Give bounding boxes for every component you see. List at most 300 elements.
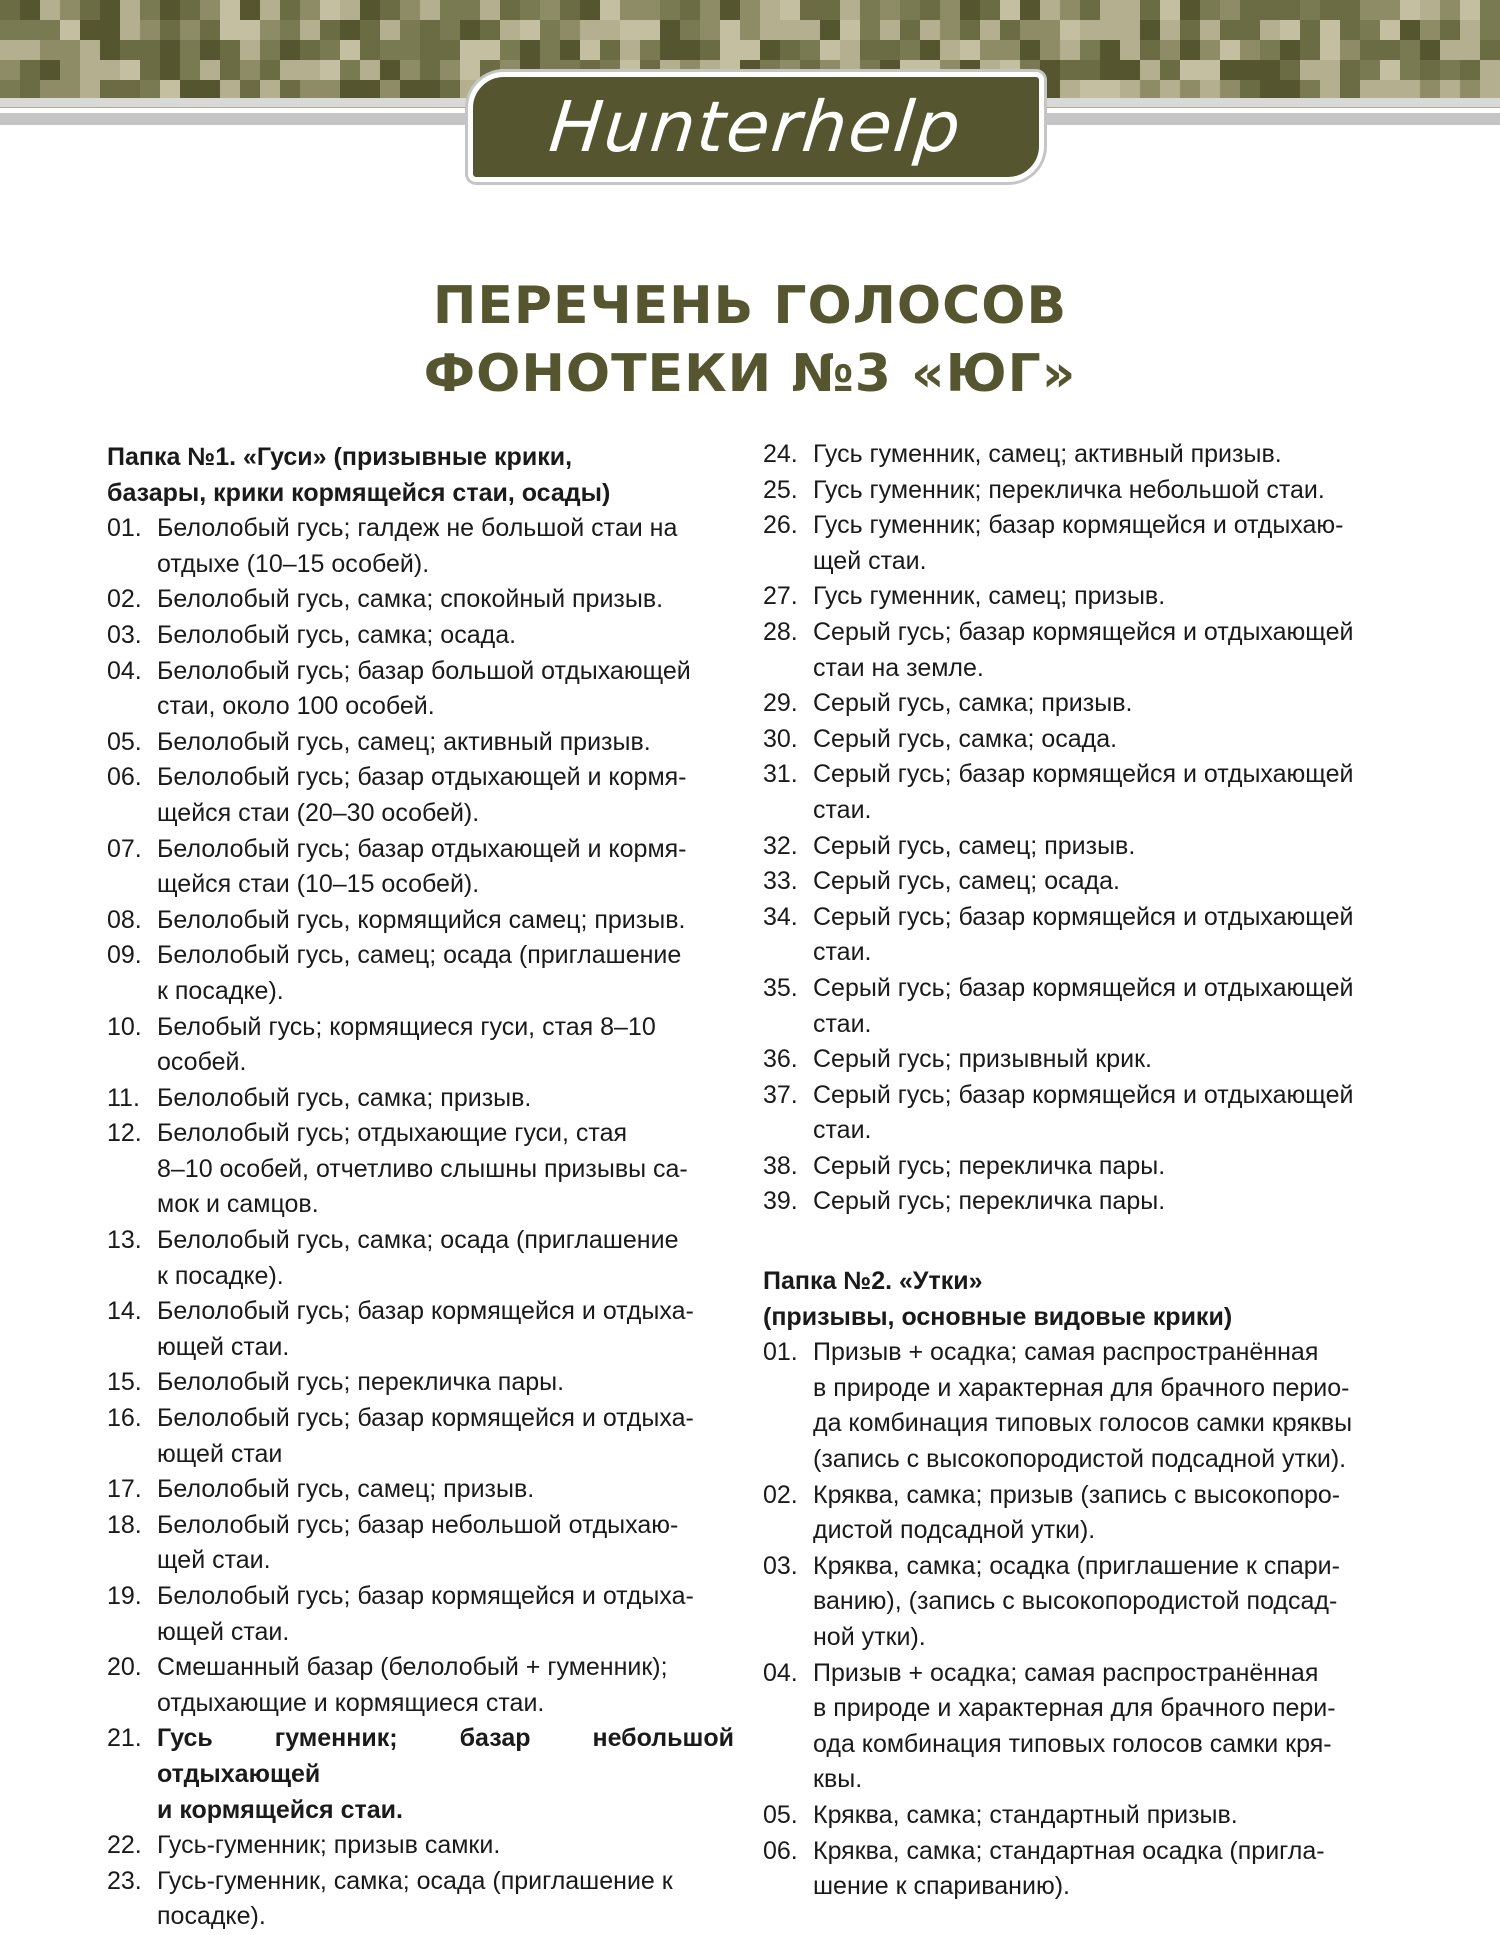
item-number: 06. bbox=[107, 763, 142, 792]
camo-pixel bbox=[800, 0, 820, 20]
camo-pixel bbox=[160, 60, 180, 80]
item-text-line: Белолобый гусь; базар отдыхающей и кормя- bbox=[157, 834, 687, 863]
list-item bbox=[763, 864, 1393, 900]
camo-pixel bbox=[400, 40, 420, 60]
camo-pixel bbox=[940, 40, 960, 60]
item-text-line: Белолобый гусь; базар небольшой отдыхаю- bbox=[157, 1510, 679, 1539]
camo-pixel bbox=[1180, 0, 1200, 20]
item-number: 13. bbox=[107, 1226, 142, 1255]
list-item bbox=[107, 1864, 734, 1935]
item-text bbox=[157, 725, 734, 761]
camo-pixel bbox=[80, 20, 100, 40]
camo-pixel bbox=[1080, 60, 1100, 80]
camo-pixel bbox=[100, 20, 120, 40]
item-text bbox=[157, 1864, 734, 1935]
camo-pixel bbox=[680, 0, 700, 20]
folder-1-list bbox=[107, 511, 734, 1935]
item-text-line: Белолобый гусь; базар отдыхающей и кормя- bbox=[157, 763, 687, 792]
camo-pixel bbox=[60, 40, 80, 60]
camo-pixel bbox=[1400, 40, 1420, 60]
camo-pixel bbox=[120, 80, 140, 98]
camo-pixel bbox=[1000, 20, 1020, 40]
camo-pixel bbox=[1140, 20, 1160, 40]
camo-pixel bbox=[1000, 40, 1020, 60]
camo-pixel bbox=[380, 80, 400, 98]
item-text-line: квы. bbox=[813, 1765, 863, 1794]
camo-pixel bbox=[120, 20, 140, 40]
item-text-line: Призыв + осадка; самая распространённая bbox=[813, 1658, 1319, 1687]
camo-pixel bbox=[1120, 0, 1140, 20]
item-text bbox=[157, 618, 734, 654]
list-item bbox=[107, 832, 734, 903]
camo-pixel bbox=[1100, 40, 1120, 60]
item-text bbox=[813, 1335, 1393, 1477]
folder-1-title-line-2: базары, крики кормящейся стаи, осады) bbox=[107, 478, 611, 507]
item-number: 32. bbox=[763, 831, 798, 860]
item-text-line: Белолобый гусь, самец; осада (приглашение bbox=[157, 941, 682, 970]
item-number: 16. bbox=[107, 1404, 142, 1433]
camo-pixel bbox=[220, 60, 240, 80]
camo-pixel bbox=[280, 80, 300, 98]
camo-pixel bbox=[1100, 0, 1120, 20]
list-item bbox=[763, 579, 1393, 615]
item-text bbox=[157, 1828, 734, 1864]
camo-pixel bbox=[180, 80, 200, 98]
item-text bbox=[813, 1478, 1393, 1549]
item-text-line: Кряква, самка; стандартная осадка (пригла- bbox=[813, 1836, 1325, 1865]
camo-pixel bbox=[260, 0, 280, 20]
camo-pixel bbox=[1240, 20, 1260, 40]
camo-pixel bbox=[1080, 20, 1100, 40]
list-item bbox=[107, 1365, 734, 1401]
camo-pixel bbox=[1360, 80, 1380, 98]
camo-pixel bbox=[1460, 40, 1480, 60]
item-text bbox=[813, 864, 1393, 900]
item-text bbox=[157, 1116, 734, 1223]
camo-pixel bbox=[0, 40, 20, 60]
camo-pixel bbox=[140, 0, 160, 20]
item-text bbox=[157, 1365, 734, 1401]
camo-pixel bbox=[900, 0, 920, 20]
camo-pixel bbox=[1440, 80, 1460, 98]
item-text bbox=[813, 757, 1393, 828]
camo-pixel bbox=[720, 20, 740, 40]
camo-pixel bbox=[720, 40, 740, 60]
item-number: 23. bbox=[107, 1866, 142, 1895]
camo-pixel bbox=[320, 60, 340, 80]
camo-pixel bbox=[540, 40, 560, 60]
item-number: 03. bbox=[763, 1551, 798, 1580]
camo-pixel bbox=[60, 0, 80, 20]
item-number: 06. bbox=[763, 1836, 798, 1865]
list-item bbox=[107, 511, 734, 582]
camo-pixel bbox=[180, 40, 200, 60]
item-number: 08. bbox=[107, 905, 142, 934]
camo-pixel bbox=[960, 0, 980, 20]
item-text-line: шение к спариванию). bbox=[813, 1872, 1070, 1901]
camo-pixel bbox=[1220, 60, 1240, 80]
camo-pixel bbox=[1340, 40, 1360, 60]
camo-pixel bbox=[740, 0, 760, 20]
item-text bbox=[813, 1656, 1393, 1798]
camo-pixel bbox=[1320, 60, 1340, 80]
camo-pixel bbox=[1280, 20, 1300, 40]
camo-pixel bbox=[1420, 60, 1440, 80]
item-text-line: ванию), (запись с высокопородистой подсад- bbox=[813, 1587, 1338, 1616]
item-text-line: Белолобый гусь, самка; спокойный призыв. bbox=[157, 585, 664, 614]
item-text-line: Белолобый гусь; галдеж не большой стаи на bbox=[157, 514, 678, 543]
camo-pixel bbox=[120, 0, 140, 20]
camo-pixel bbox=[720, 0, 740, 20]
item-number: 19. bbox=[107, 1582, 142, 1610]
camo-pixel bbox=[160, 80, 180, 98]
camo-pixel bbox=[1100, 80, 1120, 98]
list-item bbox=[107, 1010, 734, 1081]
item-text-line: Белолобый гусь; базар кормящейся и отдыха- bbox=[157, 1297, 694, 1326]
camo-pixel bbox=[920, 40, 940, 60]
item-text bbox=[157, 938, 734, 1009]
list-item bbox=[107, 582, 734, 618]
camo-pixel bbox=[260, 60, 280, 80]
item-text-line: особей. bbox=[157, 1048, 247, 1077]
list-item bbox=[763, 686, 1393, 722]
camo-pixel bbox=[140, 40, 160, 60]
item-number: 10. bbox=[107, 1012, 142, 1041]
item-text-line: стаи. bbox=[813, 1116, 872, 1145]
camo-pixel bbox=[920, 20, 940, 40]
item-text bbox=[157, 1508, 734, 1579]
item-text-line: Белобый гусь; кормящиеся гуси, стая 8–10 bbox=[157, 1012, 656, 1041]
camo-pixel bbox=[1160, 0, 1180, 20]
camo-pixel bbox=[240, 40, 260, 60]
camo-pixel bbox=[1180, 60, 1200, 80]
item-text-line: Серый гусь; перекличка пары. bbox=[813, 1187, 1166, 1216]
camo-pixel bbox=[1260, 60, 1280, 80]
camo-pixel bbox=[740, 40, 760, 60]
item-text-line: Белолобый гусь, самка; призыв. bbox=[157, 1083, 532, 1112]
list-item bbox=[107, 1116, 734, 1223]
camo-pixel bbox=[100, 0, 120, 20]
camo-pixel bbox=[280, 60, 300, 80]
camo-pixel bbox=[1220, 40, 1240, 60]
item-text bbox=[157, 1650, 734, 1721]
camo-pixel bbox=[1300, 0, 1320, 20]
list-item bbox=[107, 903, 734, 939]
camo-pixel bbox=[200, 80, 220, 98]
camo-pixel bbox=[1120, 40, 1140, 60]
folder-2-list bbox=[763, 1335, 1393, 1905]
left-column bbox=[107, 440, 734, 1935]
item-number: 11. bbox=[107, 1083, 140, 1112]
camo-pixel bbox=[20, 40, 40, 60]
camo-pixel bbox=[840, 40, 860, 60]
camo-pixel bbox=[680, 40, 700, 60]
item-number: 27. bbox=[763, 582, 798, 611]
camo-pixel bbox=[700, 40, 720, 60]
camo-pixel bbox=[300, 80, 320, 98]
camo-pixel bbox=[1460, 0, 1480, 20]
camo-pixel bbox=[1380, 80, 1400, 98]
camo-pixel bbox=[520, 20, 540, 40]
camo-pixel bbox=[1300, 20, 1320, 40]
list-item bbox=[763, 1798, 1393, 1834]
camo-pixel bbox=[640, 40, 660, 60]
item-number: 07. bbox=[107, 834, 142, 863]
camo-pixel bbox=[380, 20, 400, 40]
list-item bbox=[107, 1508, 734, 1579]
item-text bbox=[157, 1223, 734, 1294]
camo-pixel bbox=[1280, 40, 1300, 60]
camo-pixel bbox=[1060, 80, 1080, 98]
item-text-line: стаи. bbox=[813, 795, 872, 824]
camo-pixel bbox=[760, 0, 780, 20]
camo-pixel bbox=[1440, 20, 1460, 40]
item-text bbox=[157, 582, 734, 618]
camo-pixel bbox=[1140, 80, 1160, 98]
camo-pixel bbox=[400, 80, 420, 98]
item-text bbox=[157, 903, 734, 939]
camo-pixel bbox=[240, 60, 260, 80]
item-text-line: Белолобый гусь; отдыхающие гуси, стая bbox=[157, 1119, 628, 1148]
camo-pixel bbox=[420, 20, 440, 40]
item-text-line: Кряква, самка; призыв (запись с высокопоро- bbox=[813, 1480, 1341, 1509]
camo-pixel bbox=[880, 40, 900, 60]
camo-pixel bbox=[1340, 20, 1360, 40]
item-text-line: Серый гусь, самец; призыв. bbox=[813, 831, 1136, 860]
camo-pixel bbox=[1120, 20, 1140, 40]
camo-pixel bbox=[760, 20, 780, 40]
camo-pixel bbox=[1260, 20, 1280, 40]
item-number: 14. bbox=[107, 1297, 142, 1326]
item-text bbox=[157, 1401, 734, 1472]
list-item bbox=[763, 1184, 1393, 1220]
camo-pixel bbox=[980, 0, 1000, 20]
camo-pixel bbox=[940, 20, 960, 40]
item-text bbox=[813, 1149, 1393, 1185]
hunterhelp-logo bbox=[468, 72, 1044, 182]
item-number: 02. bbox=[107, 585, 142, 614]
camo-pixel bbox=[1420, 40, 1440, 60]
camo-pixel bbox=[800, 40, 820, 60]
item-text-line: Серый гусь; базар кормящейся и отдыхающей bbox=[813, 1080, 1354, 1109]
list-item bbox=[763, 757, 1393, 828]
camo-pixel bbox=[1480, 80, 1500, 98]
camo-pixel bbox=[380, 40, 400, 60]
item-number: 22. bbox=[107, 1831, 142, 1860]
list-item bbox=[107, 1223, 734, 1294]
camo-pixel bbox=[1280, 80, 1300, 98]
camo-pixel bbox=[1180, 80, 1200, 98]
camo-pixel bbox=[540, 20, 560, 40]
camo-pixel bbox=[140, 60, 160, 80]
camo-pixel bbox=[1480, 20, 1500, 40]
list-item bbox=[763, 971, 1393, 1042]
camo-pixel bbox=[840, 20, 860, 40]
camo-pixel bbox=[1240, 60, 1260, 80]
camo-pixel bbox=[200, 60, 220, 80]
item-number: 26. bbox=[763, 511, 798, 540]
camo-pixel bbox=[1340, 60, 1360, 80]
list-item bbox=[107, 1828, 734, 1864]
camo-pixel bbox=[440, 20, 460, 40]
camo-pixel bbox=[360, 20, 380, 40]
camo-pixel bbox=[440, 40, 460, 60]
logo-text: Hunterhelp bbox=[545, 86, 967, 168]
camo-pixel bbox=[440, 80, 460, 98]
camo-pixel bbox=[380, 0, 400, 20]
camo-pixel bbox=[1240, 40, 1260, 60]
list-item bbox=[107, 1650, 734, 1721]
camo-pixel bbox=[420, 60, 440, 80]
camo-pixel bbox=[500, 0, 520, 20]
camo-pixel bbox=[500, 20, 520, 40]
item-text bbox=[157, 1472, 734, 1508]
item-text-line: Гусь гуменник, самец; призыв. bbox=[813, 582, 1166, 611]
list-item bbox=[763, 1335, 1393, 1477]
camo-pixel bbox=[1420, 20, 1440, 40]
camo-pixel bbox=[840, 0, 860, 20]
camo-pixel bbox=[520, 40, 540, 60]
camo-pixel bbox=[480, 20, 500, 40]
item-text-line: щейся стаи (20–30 особей). bbox=[157, 798, 480, 827]
camo-pixel bbox=[480, 40, 500, 60]
item-number: 03. bbox=[107, 620, 142, 649]
camo-pixel bbox=[60, 60, 80, 80]
item-number: 25. bbox=[763, 475, 798, 504]
camo-pixel bbox=[40, 0, 60, 20]
camo-pixel bbox=[1460, 20, 1480, 40]
item-text-line: к посадке). bbox=[157, 976, 284, 1005]
item-text-line: Серый гусь; базар кормящейся и отдыхающей bbox=[813, 973, 1354, 1002]
camo-pixel bbox=[1300, 60, 1320, 80]
folder-2-title-line-2: (призывы, основные видовые крики) bbox=[763, 1302, 1233, 1331]
item-text bbox=[157, 1010, 734, 1081]
item-text-line: стаи. bbox=[813, 1009, 872, 1038]
camo-pixel bbox=[1480, 0, 1500, 20]
camo-pixel bbox=[300, 40, 320, 60]
camo-pixel bbox=[1260, 0, 1280, 20]
list-item bbox=[763, 1478, 1393, 1549]
camo-pixel bbox=[340, 0, 360, 20]
item-text-line: Кряква, самка; стандартный призыв. bbox=[813, 1800, 1238, 1829]
camo-pixel bbox=[820, 20, 840, 40]
camo-pixel bbox=[880, 20, 900, 40]
camo-pixel bbox=[20, 20, 40, 40]
item-number: 15. bbox=[107, 1368, 142, 1397]
item-text-line: к посадке). bbox=[157, 1261, 284, 1290]
list-item bbox=[763, 1834, 1393, 1905]
camo-pixel bbox=[980, 20, 1000, 40]
camo-pixel bbox=[1340, 80, 1360, 98]
camo-pixel bbox=[180, 0, 200, 20]
camo-pixel bbox=[1440, 40, 1460, 60]
item-text-line: щей стаи. bbox=[813, 546, 927, 575]
camo-pixel bbox=[580, 20, 600, 40]
camo-pixel bbox=[1440, 0, 1460, 20]
camo-pixel bbox=[1240, 80, 1260, 98]
camo-pixel bbox=[580, 0, 600, 20]
item-number: 01. bbox=[763, 1338, 798, 1367]
item-text-line: щейся стаи (10–15 особей). bbox=[157, 870, 480, 899]
camo-pixel bbox=[320, 80, 340, 98]
camo-pixel bbox=[1260, 40, 1280, 60]
item-text bbox=[813, 508, 1393, 579]
camo-pixel bbox=[1200, 0, 1220, 20]
list-item bbox=[107, 1472, 734, 1508]
camo-pixel bbox=[640, 0, 660, 20]
camo-pixel bbox=[400, 20, 420, 40]
list-item bbox=[107, 725, 734, 761]
camo-pixel bbox=[1160, 40, 1180, 60]
item-text-line: ющей стаи bbox=[157, 1439, 283, 1468]
item-text-line: отдыхе (10–15 особей). bbox=[157, 549, 430, 578]
camo-pixel bbox=[220, 40, 240, 60]
list-item bbox=[763, 1656, 1393, 1798]
camo-pixel bbox=[60, 80, 80, 98]
item-text bbox=[813, 1078, 1393, 1149]
camo-pixel bbox=[40, 40, 60, 60]
item-number: 34. bbox=[763, 902, 798, 931]
camo-pixel bbox=[460, 40, 480, 60]
item-text-line: Смешанный базар (белолобый + гуменник); bbox=[157, 1653, 668, 1682]
item-text-line: Гусь гуменник; базар небольшой отдыхающей bbox=[157, 1724, 734, 1788]
camo-pixel bbox=[660, 40, 680, 60]
item-text-line: Белолобый гусь, самка; осада. bbox=[157, 620, 517, 649]
camo-pixel bbox=[1480, 40, 1500, 60]
item-text bbox=[813, 437, 1393, 473]
camo-pixel bbox=[0, 60, 20, 80]
camo-pixel bbox=[1200, 20, 1220, 40]
item-text-line: Белолобый гусь; базар кормящейся и отдыха- bbox=[157, 1582, 694, 1610]
camo-pixel bbox=[1420, 0, 1440, 20]
item-number: 12. bbox=[107, 1119, 142, 1148]
item-text bbox=[813, 971, 1393, 1042]
item-text-line: Серый гусь; базар кормящейся и отдыхающей bbox=[813, 902, 1354, 931]
camo-pixel bbox=[280, 40, 300, 60]
camo-pixel bbox=[1200, 60, 1220, 80]
item-number: 38. bbox=[763, 1151, 798, 1180]
camo-pixel bbox=[1360, 0, 1380, 20]
camo-pixel bbox=[280, 0, 300, 20]
camo-pixel bbox=[20, 80, 40, 98]
list-item bbox=[763, 829, 1393, 865]
item-text bbox=[157, 654, 734, 725]
camo-pixel bbox=[700, 0, 720, 20]
camo-pixel bbox=[1360, 40, 1380, 60]
camo-pixel bbox=[120, 40, 140, 60]
camo-pixel bbox=[40, 20, 60, 40]
camo-pixel bbox=[940, 0, 960, 20]
camo-pixel bbox=[340, 80, 360, 98]
camo-pixel bbox=[0, 20, 20, 40]
item-text-line: в природе и характерная для брачного пери- bbox=[813, 1694, 1336, 1723]
camo-pixel bbox=[300, 0, 320, 20]
camo-pixel bbox=[40, 60, 60, 80]
item-text bbox=[813, 1184, 1393, 1220]
camo-pixel bbox=[520, 0, 540, 20]
camo-pixel bbox=[80, 0, 100, 20]
item-text bbox=[157, 832, 734, 903]
camo-pixel bbox=[60, 20, 80, 40]
camo-pixel bbox=[340, 40, 360, 60]
camo-pixel bbox=[1000, 0, 1020, 20]
item-text-line: мок и самцов. bbox=[157, 1190, 319, 1219]
camo-pixel bbox=[380, 60, 400, 80]
item-text-line: Кряква, самка; осадка (приглашение к спари- bbox=[813, 1551, 1340, 1580]
camo-pixel bbox=[1020, 40, 1040, 60]
camo-pixel bbox=[260, 20, 280, 40]
item-text bbox=[813, 579, 1393, 615]
